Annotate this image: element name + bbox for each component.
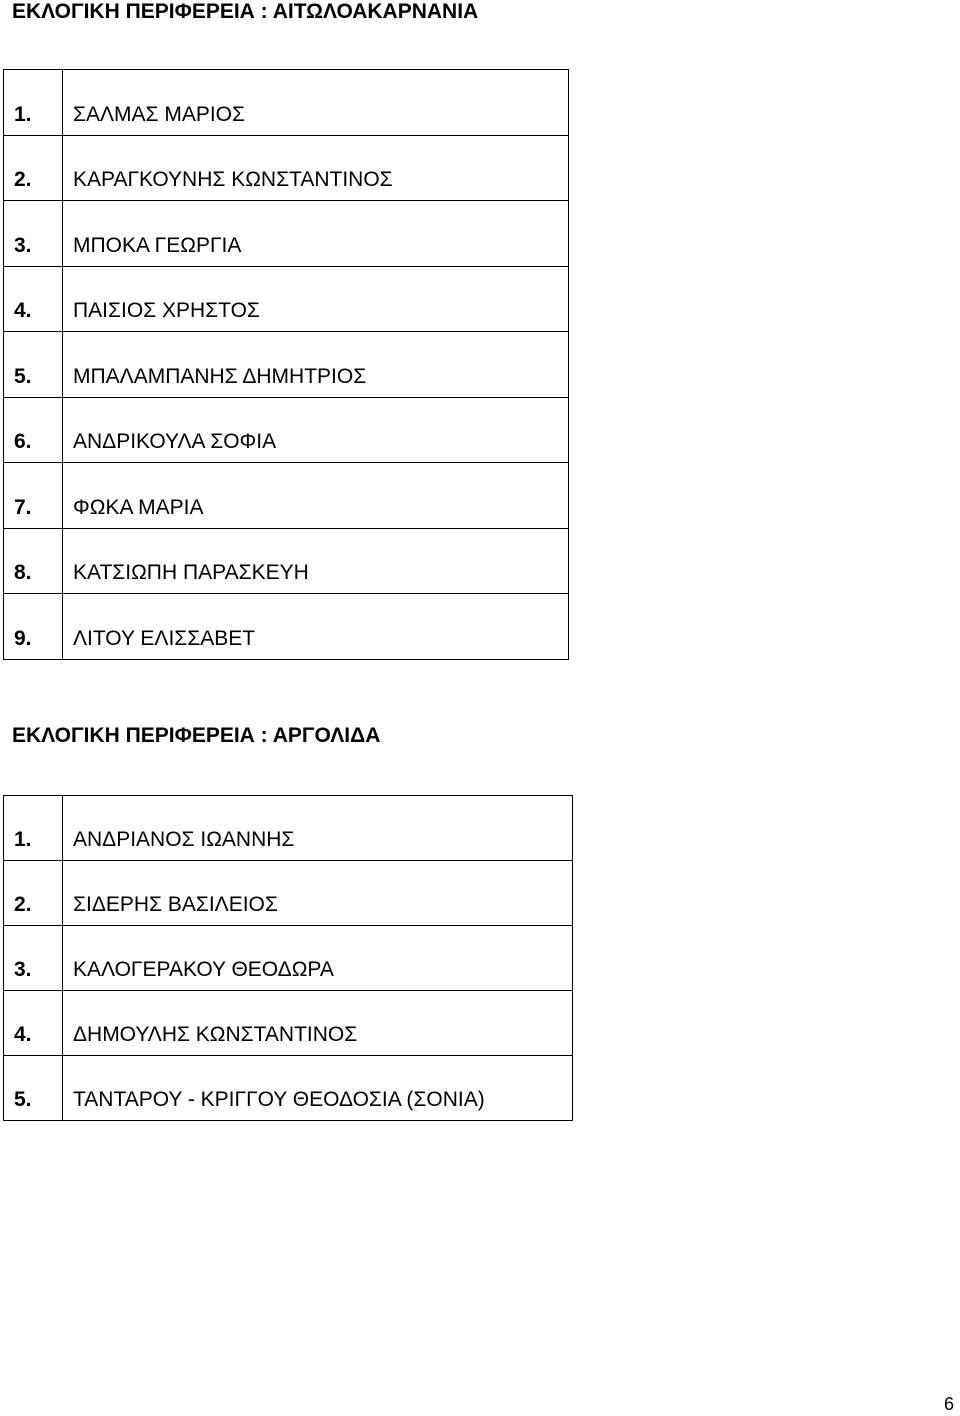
table-row bbox=[4, 135, 569, 201]
candidate-name: ΣΙΔΕΡΗΣ ΒΑΣΙΛΕΙΟΣ bbox=[63, 861, 573, 926]
candidate-name: ΑΝΔΡΙΚΟΥΛΑ ΣΟΦΙΑ bbox=[63, 397, 569, 463]
candidate-table-argolida bbox=[3, 795, 573, 1121]
candidate-number: 9. bbox=[4, 594, 63, 660]
candidate-number: 1. bbox=[4, 70, 63, 136]
table-row bbox=[4, 266, 569, 332]
table-row bbox=[4, 926, 573, 991]
section-heading-aitoloakarnania: ΕΚΛΟΓΙΚΗ ΠΕΡΙΦΕΡΕΙΑ : ΑΙΤΩΛΟΑΚΑΡΝΑΝΙΑ bbox=[12, 0, 479, 23]
candidate-number: 4. bbox=[4, 991, 63, 1056]
table-row bbox=[4, 796, 573, 861]
table-row bbox=[4, 861, 573, 926]
candidate-number: 1. bbox=[4, 796, 63, 861]
table-row bbox=[4, 332, 569, 398]
table-row bbox=[4, 397, 569, 463]
candidate-name: ΚΑΛΟΓΕΡΑΚΟΥ ΘΕΟΔΩΡΑ bbox=[63, 926, 573, 991]
table-row bbox=[4, 70, 569, 136]
candidate-name: ΦΩΚΑ ΜΑΡΙΑ bbox=[63, 463, 569, 529]
candidate-name: ΜΠΑΛΑΜΠΑΝΗΣ ΔΗΜΗΤΡΙΟΣ bbox=[63, 332, 569, 398]
candidate-table-aitoloakarnania bbox=[3, 69, 569, 660]
page-number: 6 bbox=[943, 1394, 954, 1414]
candidate-name: ΚΑΤΣΙΩΠΗ ΠΑΡΑΣΚΕΥΗ bbox=[63, 528, 569, 594]
candidate-number: 7. bbox=[4, 463, 63, 529]
candidate-name: ΤΑΝΤΑΡΟΥ - ΚΡΙΓΓΟΥ ΘΕΟΔΟΣΙΑ (ΣΟΝΙΑ) bbox=[63, 1056, 573, 1121]
candidate-number: 5. bbox=[4, 332, 63, 398]
candidate-number: 5. bbox=[4, 1056, 63, 1121]
table-row bbox=[4, 528, 569, 594]
candidate-number: 3. bbox=[4, 926, 63, 991]
candidate-number: 2. bbox=[4, 135, 63, 201]
candidate-number: 6. bbox=[4, 397, 63, 463]
candidate-name: ΑΝΔΡΙΑΝΟΣ ΙΩΑΝΝΗΣ bbox=[63, 796, 573, 861]
table-row bbox=[4, 594, 569, 660]
candidate-name: ΠΑΙΣΙΟΣ ΧΡΗΣΤΟΣ bbox=[63, 266, 569, 332]
candidate-name: ΛΙΤΟΥ ΕΛΙΣΣΑΒΕΤ bbox=[63, 594, 569, 660]
candidate-number: 8. bbox=[4, 528, 63, 594]
section-heading-argolida: ΕΚΛΟΓΙΚΗ ΠΕΡΙΦΕΡΕΙΑ : ΑΡΓΟΛΙΔΑ bbox=[12, 724, 381, 747]
candidate-number: 2. bbox=[4, 861, 63, 926]
table-row bbox=[4, 201, 569, 267]
table-row bbox=[4, 463, 569, 529]
candidate-name: ΜΠΟΚΑ ΓΕΩΡΓΙΑ bbox=[63, 201, 569, 267]
candidate-number: 3. bbox=[4, 201, 63, 267]
candidate-name: ΣΑΛΜΑΣ ΜΑΡΙΟΣ bbox=[63, 70, 569, 136]
table-row bbox=[4, 1056, 573, 1121]
candidate-number: 4. bbox=[4, 266, 63, 332]
table-row bbox=[4, 991, 573, 1056]
candidate-name: ΚΑΡΑΓΚΟΥΝΗΣ ΚΩΝΣΤΑΝΤΙΝΟΣ bbox=[63, 135, 569, 201]
candidate-name: ΔΗΜΟΥΛΗΣ ΚΩΝΣΤΑΝΤΙΝΟΣ bbox=[63, 991, 573, 1056]
